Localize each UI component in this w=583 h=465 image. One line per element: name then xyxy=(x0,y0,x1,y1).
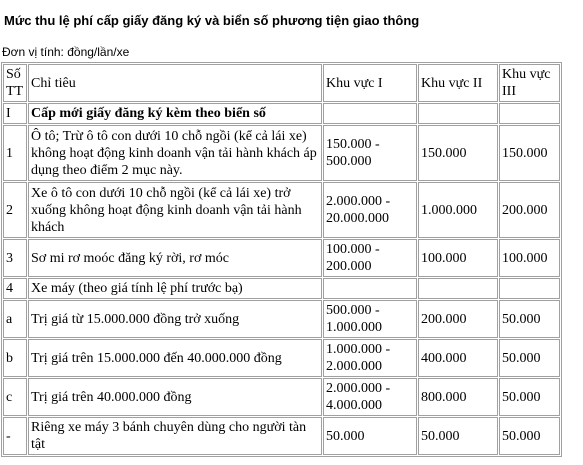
header-stt: Số TT xyxy=(3,64,27,102)
cell-khu-vuc-1: 1.000.000 - 2.000.000 xyxy=(323,339,417,377)
header-khu-vuc-2: Khu vực II xyxy=(418,64,498,102)
cell-khu-vuc-3: 50.000 xyxy=(499,378,560,416)
cell-khu-vuc-2: 1.000.000 xyxy=(418,182,498,238)
cell-khu-vuc-2: 100.000 xyxy=(418,239,498,277)
cell-chi-tieu: Trị giá từ 15.000.000 đồng trở xuống xyxy=(28,300,322,338)
cell-khu-vuc-3: 50.000 xyxy=(499,300,560,338)
cell-stt: 1 xyxy=(3,125,27,181)
cell-stt: - xyxy=(3,417,27,455)
cell-khu-vuc-1 xyxy=(323,278,417,299)
table-row xyxy=(3,378,560,416)
cell-khu-vuc-3 xyxy=(499,103,560,124)
table-row xyxy=(3,339,560,377)
cell-khu-vuc-1: 50.000 xyxy=(323,417,417,455)
cell-khu-vuc-1: 2.000.000 - 20.000.000 xyxy=(323,182,417,238)
unit-note: Đơn vị tính: đồng/lần/xe xyxy=(2,45,130,59)
cell-chi-tieu: Xe máy (theo giá tính lệ phí trước bạ) xyxy=(28,278,322,299)
table-header-row xyxy=(3,64,560,102)
cell-khu-vuc-3: 50.000 xyxy=(499,339,560,377)
table-row xyxy=(3,125,560,181)
cell-khu-vuc-2 xyxy=(418,103,498,124)
cell-stt: 2 xyxy=(3,182,27,238)
table-row xyxy=(3,417,560,455)
cell-khu-vuc-1: 150.000 - 500.000 xyxy=(323,125,417,181)
cell-khu-vuc-1: 2.000.000 - 4.000.000 xyxy=(323,378,417,416)
cell-chi-tieu: Ô tô; Trừ ô tô con dưới 10 chỗ ngồi (kể cả lái xe) không hoạt động kinh doanh vận tải hành khách áp dụng theo điểm 2 mục này. xyxy=(28,125,322,181)
cell-chi-tieu: Xe ô tô con dưới 10 chỗ ngồi (kể cả lái xe) trở xuống không hoạt động kinh doanh vận tải hành khách xyxy=(28,182,322,238)
cell-stt: b xyxy=(3,339,27,377)
header-khu-vuc-1: Khu vực I xyxy=(323,64,417,102)
cell-khu-vuc-3: 150.000 xyxy=(499,125,560,181)
cell-khu-vuc-3: 100.000 xyxy=(499,239,560,277)
cell-khu-vuc-2 xyxy=(418,278,498,299)
cell-khu-vuc-3 xyxy=(499,278,560,299)
header-chi-tieu: Chỉ tiêu xyxy=(28,64,322,102)
cell-stt: I xyxy=(3,103,27,124)
fee-table xyxy=(1,62,562,457)
cell-khu-vuc-2: 800.000 xyxy=(418,378,498,416)
cell-stt: 4 xyxy=(3,278,27,299)
cell-chi-tieu: Sơ mi rơ moóc đăng ký rời, rơ móc xyxy=(28,239,322,277)
cell-chi-tieu: Cấp mới giấy đăng ký kèm theo biển số xyxy=(28,103,322,124)
cell-khu-vuc-1: 100.000 - 200.000 xyxy=(323,239,417,277)
cell-stt: c xyxy=(3,378,27,416)
cell-chi-tieu: Riêng xe máy 3 bánh chuyên dùng cho người tàn tật xyxy=(28,417,322,455)
cell-khu-vuc-2: 400.000 xyxy=(418,339,498,377)
cell-khu-vuc-1 xyxy=(323,103,417,124)
cell-khu-vuc-3: 50.000 xyxy=(499,417,560,455)
cell-stt: a xyxy=(3,300,27,338)
cell-stt: 3 xyxy=(3,239,27,277)
cell-chi-tieu: Trị giá trên 15.000.000 đến 40.000.000 đồng xyxy=(28,339,322,377)
cell-khu-vuc-3: 200.000 xyxy=(499,182,560,238)
table-row xyxy=(3,182,560,238)
cell-khu-vuc-2: 50.000 xyxy=(418,417,498,455)
table-row xyxy=(3,300,560,338)
table-row xyxy=(3,103,560,124)
table-row xyxy=(3,278,560,299)
cell-khu-vuc-2: 200.000 xyxy=(418,300,498,338)
page-title: Mức thu lệ phí cấp giấy đăng ký và biển số phương tiện giao thông xyxy=(4,13,420,28)
cell-khu-vuc-2: 150.000 xyxy=(418,125,498,181)
cell-chi-tieu: Trị giá trên 40.000.000 đồng xyxy=(28,378,322,416)
table-row xyxy=(3,239,560,277)
header-khu-vuc-3: Khu vực III xyxy=(499,64,560,102)
cell-khu-vuc-1: 500.000 - 1.000.000 xyxy=(323,300,417,338)
